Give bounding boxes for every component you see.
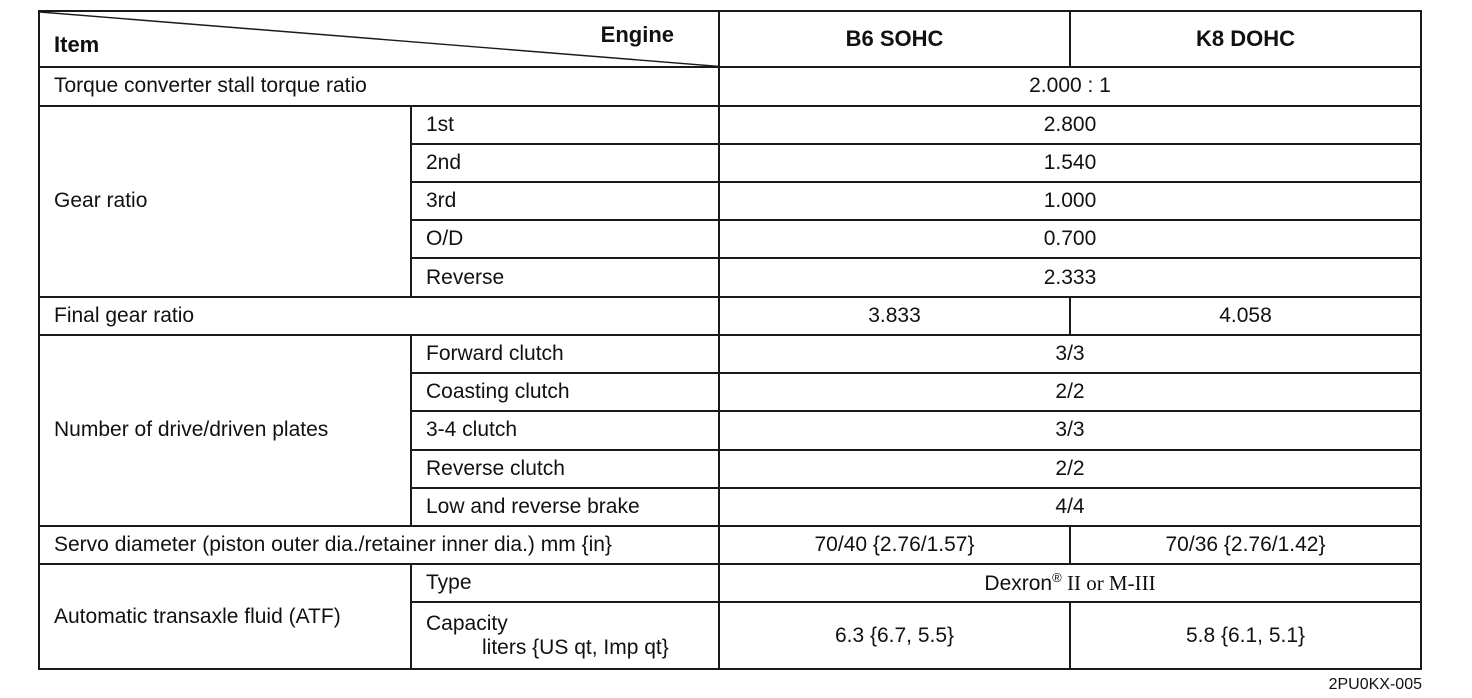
- atf-type-main: Dexron: [984, 572, 1053, 596]
- gear-row-1st: [39, 106, 1421, 144]
- plates-label: Number of drive/driven plates: [39, 335, 411, 526]
- item-header: Item: [54, 32, 100, 58]
- gear-name-od: O/D: [411, 220, 719, 258]
- atf-type-rest: II or M-III: [1061, 571, 1156, 596]
- plate-value-reverse: 2/2: [719, 450, 1421, 488]
- plate-name-coasting: Coasting clutch: [411, 373, 719, 411]
- atf-type-row: [39, 564, 1421, 602]
- b6-sohc-header: B6 SOHC: [719, 11, 1070, 67]
- gear-value-1st: 2.800: [719, 106, 1421, 144]
- registered-mark: ®: [1052, 570, 1062, 586]
- plate-value-coasting: 2/2: [719, 373, 1421, 411]
- gear-value-reverse: 2.333: [719, 258, 1421, 296]
- capacity-label-line1: Capacity: [426, 611, 508, 635]
- engine-header: Engine: [600, 22, 674, 47]
- final-gear-k8: 4.058: [1070, 297, 1421, 335]
- servo-row: [39, 526, 1421, 564]
- servo-k8: 70/36 {2.76/1.42}: [1070, 526, 1421, 564]
- atf-capacity-b6: 6.3 {6.7, 5.5}: [719, 602, 1070, 669]
- item-engine-header-cell: [39, 11, 719, 67]
- gear-name-3rd: 3rd: [411, 182, 719, 220]
- gear-name-1st: 1st: [411, 106, 719, 144]
- final-gear-label: Final gear ratio: [39, 297, 719, 335]
- plate-value-low-reverse: 4/4: [719, 488, 1421, 526]
- plate-name-34: 3-4 clutch: [411, 411, 719, 449]
- servo-b6: 70/40 {2.76/1.57}: [719, 526, 1070, 564]
- gear-value-od: 0.700: [719, 220, 1421, 258]
- plates-row-forward: [39, 335, 1421, 373]
- plate-value-forward: 3/3: [719, 335, 1421, 373]
- gear-ratio-label: Gear ratio: [39, 106, 411, 297]
- document-id: 2PU0KX-005: [1328, 676, 1422, 693]
- plate-name-low-reverse: Low and reverse brake: [411, 488, 719, 526]
- plate-value-34: 3/3: [719, 411, 1421, 449]
- plate-name-forward: Forward clutch: [411, 335, 719, 373]
- plate-name-reverse: Reverse clutch: [411, 450, 719, 488]
- atf-capacity-k8: 5.8 {6.1, 5.1}: [1070, 602, 1421, 669]
- gear-name-2nd: 2nd: [411, 144, 719, 182]
- torque-value: 2.000 : 1: [719, 67, 1421, 105]
- servo-label: Servo diameter (piston outer dia./retainer inner dia.) mm {in}: [39, 526, 719, 564]
- atf-type-value: [719, 564, 1421, 602]
- gear-name-reverse: Reverse: [411, 258, 719, 296]
- final-gear-row: [39, 297, 1421, 335]
- torque-row: [39, 67, 1421, 105]
- k8-dohc-header: K8 DOHC: [1070, 11, 1421, 67]
- torque-label: Torque converter stall torque ratio: [39, 67, 719, 105]
- capacity-label-line2: liters {US qt, Imp qt}: [482, 635, 669, 659]
- final-gear-b6: 3.833: [719, 297, 1070, 335]
- atf-capacity-label: [411, 602, 719, 669]
- atf-label: Automatic transaxle fluid (ATF): [39, 564, 411, 669]
- specifications-table: [38, 10, 1422, 670]
- header-row: [39, 11, 1421, 67]
- gear-value-3rd: 1.000: [719, 182, 1421, 220]
- atf-type-label: Type: [411, 564, 719, 602]
- gear-value-2nd: 1.540: [719, 144, 1421, 182]
